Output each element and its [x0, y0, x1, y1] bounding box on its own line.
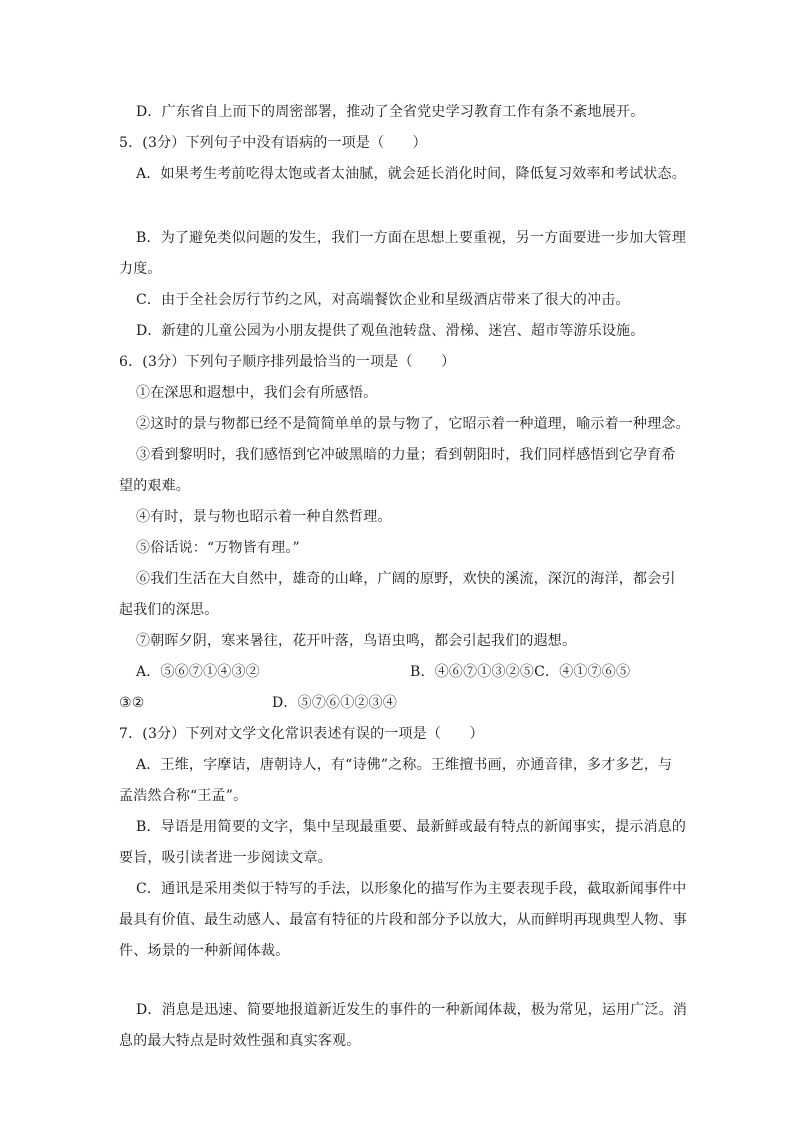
q6-sentence-2: ②这时的景与物都已经不是简简单单的景与物了，它昭示着一种道理，喻示着一种理念。 [136, 416, 690, 432]
q6-option-b-c: B．④⑥⑦①③②⑤C．④①⑦⑥⑤ [410, 664, 631, 680]
q5-option-b-line2: 力度。 [119, 261, 162, 277]
q6-sentence-3-line1: ③看到黎明时，我们感悟到它冲破黑暗的力量；看到朝阳时，我们同样感悟到它孕育希 [136, 447, 676, 463]
q6-stem: 6．(3分）下列句子顺序排列最恰当的一项是（ ） [119, 354, 456, 370]
q7-option-d-line1: D．消息是迅速、简要地报道新近发生的事件的一种新闻体裁，极为常见，运用广泛。消 [136, 1002, 688, 1018]
q7-stem: 7．(3分）下列对文学文化常识表述有误的一项是（ ） [119, 726, 484, 742]
q6-sentence-6-line2: 起我们的深思。 [119, 602, 219, 618]
q6-option-a: A．⑤⑥⑦①④③② [136, 664, 260, 680]
q6-sentence-3-line2: 望的艰难。 [119, 478, 190, 494]
q6-sentence-4: ④有时，景与物也昭示着一种自然哲理。 [136, 509, 392, 525]
q5-option-b-line1: B．为了避免类似问题的发生，我们一方面在思想上要重视，另一方面要进一步加大管理 [136, 230, 687, 246]
q5-option-a: A．如果考生考前吃得太饱或者太油腻，就会延长消化时间，降低复习效率和考试状态。 [136, 166, 686, 182]
q6-option-d: D．⑤⑦⑥①②③④ [272, 695, 398, 711]
q6-option-c-continued: ③② [119, 695, 145, 711]
q7-option-a-line2: 孟浩然合称“王孟”。 [119, 788, 248, 804]
q5-option-c: C．由于全社会厉行节约之风，对高端餐饮企业和星级酒店带来了很大的冲击。 [136, 292, 630, 308]
q7-option-c-line2: 最具有价值、最生动感人、最富有特征的片段和部分予以放大，从而鲜明再现典型人物、事 [119, 912, 687, 928]
q7-option-c-line1: C．通讯是采用类似于特写的手法，以形象化的描写作为主要表现手段，截取新闻事件中 [136, 881, 687, 897]
q6-sentence-5: ⑤俗话说：“万物皆有理。” [136, 540, 300, 556]
q4-option-d: D．广东省自上而下的周密部署，推动了全省党史学习教育工作有条不紊地展开。 [136, 104, 645, 120]
q6-sentence-6-line1: ⑥我们生活在大自然中，雄奇的山峰，广阔的原野，欢快的溪流，深沉的海洋，都会引 [136, 571, 676, 587]
q7-option-c-line3: 件、场景的一种新闻体裁。 [119, 943, 290, 959]
q7-option-d-line2: 息的最大特点是时效性强和真实客观。 [119, 1033, 361, 1049]
q5-stem: 5．(3分）下列句子中没有语病的一项是（ ） [119, 135, 427, 151]
q7-option-b-line2: 要旨，吸引读者进一步阅读文章。 [119, 850, 332, 866]
q7-option-a-line1: A．王维，字摩诘，唐朝诗人，有“诗佛”之称。王维擅书画，亦通音律，多才多艺，与 [136, 757, 673, 773]
q6-sentence-7: ⑦朝晖夕阴，寒来暑往，花开叶落，鸟语虫鸣，都会引起我们的遐想。 [136, 633, 577, 649]
q7-option-b-line1: B．导语是用简要的文字，集中呈现最重要、最新鲜或最有特点的新闻事实，提示消息的 [136, 819, 687, 835]
q6-sentence-1: ①在深思和遐想中，我们会有所感悟。 [136, 385, 378, 401]
q5-option-d: D．新建的儿童公园为小朋友提供了观鱼池转盘、滑梯、迷宫、超市等游乐设施。 [136, 323, 645, 339]
